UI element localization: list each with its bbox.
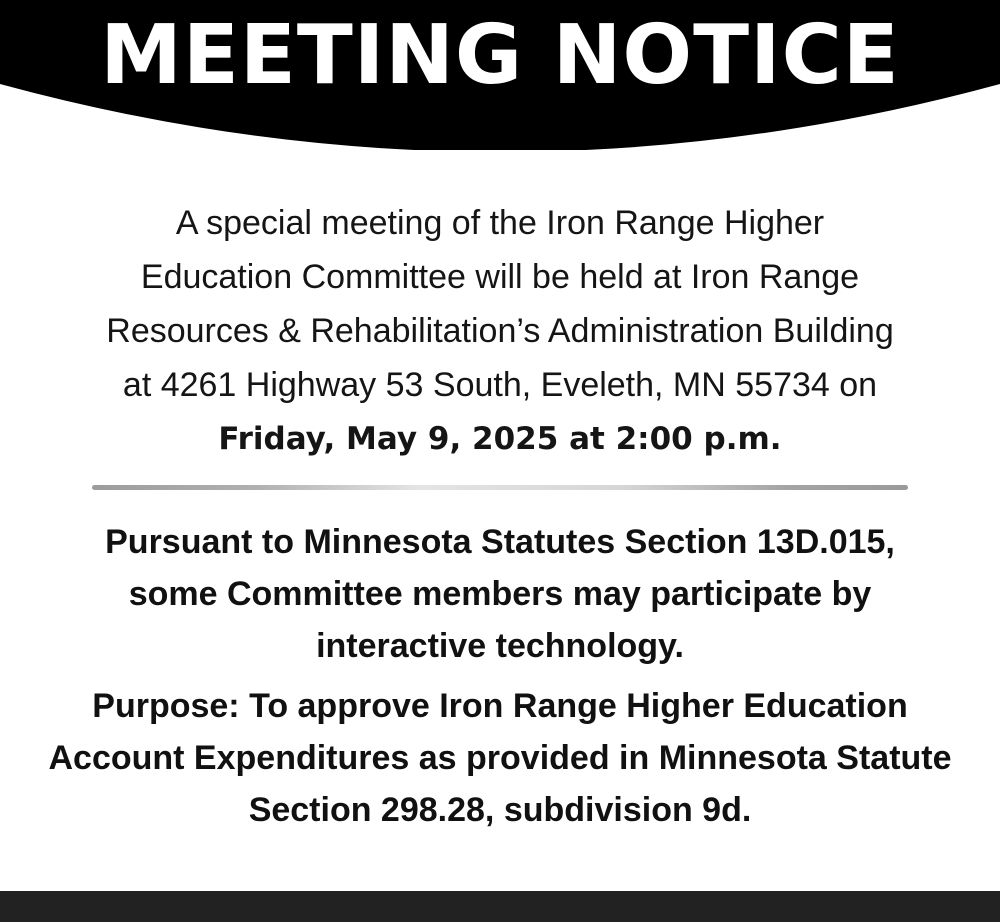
- pursuant-line-1: Pursuant to Minnesota Statutes Section 13D.015,: [105, 523, 895, 561]
- purpose-line-3: Section 298.28, subdivision 9d.: [248, 791, 752, 829]
- page-title: MEETING NOTICE: [100, 8, 900, 103]
- intro-line-2: Education Committee will be held at Iron Range: [140, 258, 860, 296]
- purpose-line-1: Purpose: To approve Iron Range Higher Education: [92, 687, 908, 725]
- pursuant-line-2: some Committee members may participate by: [128, 575, 872, 613]
- header-banner: [0, 0, 1000, 150]
- meeting-date-time: Friday, May 9, 2025 at 2:00 p.m.: [218, 421, 782, 457]
- intro-line-1: A special meeting of the Iron Range Higher: [175, 204, 825, 242]
- pursuant-statement: [30, 516, 970, 672]
- meeting-description: [40, 196, 960, 466]
- intro-line-4: at 4261 Highway 53 South, Eveleth, MN 55734 on: [122, 366, 878, 404]
- section-divider: [92, 485, 908, 490]
- purpose-statement: [30, 680, 970, 836]
- intro-line-3: Resources & Rehabilitation’s Administration Building: [106, 312, 894, 350]
- footer-bar: [0, 891, 1000, 922]
- pursuant-line-3: interactive technology.: [316, 627, 684, 665]
- purpose-line-2: Account Expenditures as provided in Minnesota Statute: [48, 739, 952, 777]
